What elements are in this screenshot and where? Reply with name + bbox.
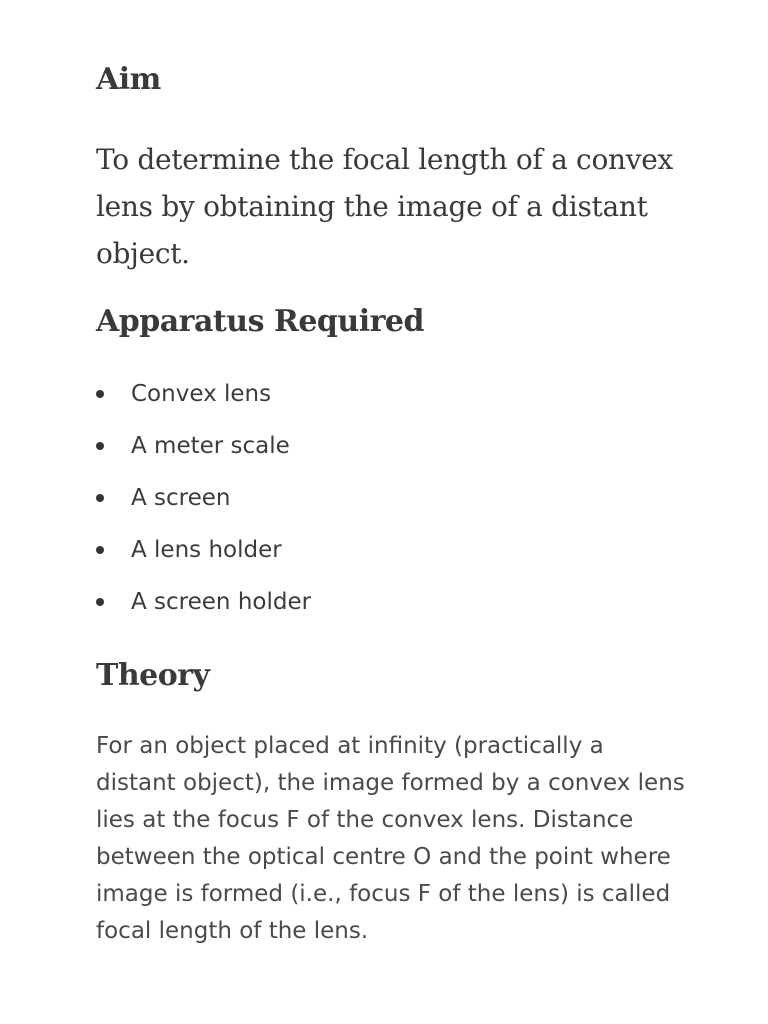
theory-heading: Theory: [96, 658, 210, 693]
list-item-label: A screen: [131, 485, 231, 511]
theory-text: For an object placed at infinity (practically a distant object), the image formed by a convex lens lies at the focus F of the convex lens. Distance between the optical centre O and the point where image is formed (i.e., focus F of the lens) is called focal length of the lens.: [96, 733, 685, 944]
bullet-icon: [96, 390, 104, 398]
bullet-icon: [96, 494, 104, 502]
aim-heading: Aim: [96, 62, 161, 97]
bullet-icon: [96, 442, 104, 450]
list-item: [96, 370, 311, 422]
list-item-label: Convex lens: [131, 381, 272, 407]
bullet-icon: [96, 546, 104, 554]
list-item: [96, 422, 311, 474]
apparatus-heading: Apparatus Required: [96, 304, 424, 339]
list-item-label: A meter scale: [131, 433, 290, 459]
list-item-label: A lens holder: [131, 537, 282, 563]
list-item: [96, 578, 311, 630]
list-item-label: A screen holder: [131, 589, 312, 615]
list-item: [96, 474, 311, 526]
apparatus-list: [96, 370, 311, 630]
list-item: [96, 526, 311, 578]
bullet-icon: [96, 598, 104, 606]
aim-text: To determine the focal length of a convex lens by obtaining the image of a distant object.: [96, 143, 674, 270]
